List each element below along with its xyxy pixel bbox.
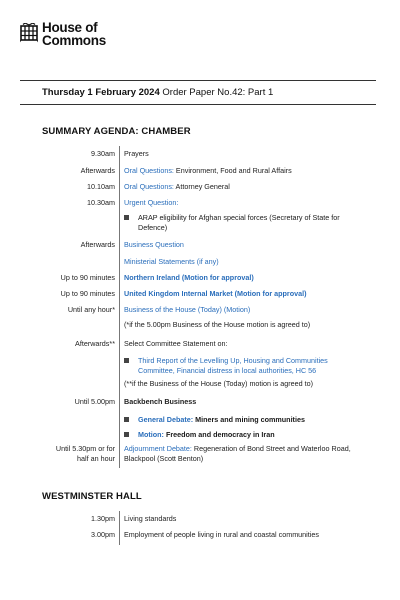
business-question-link[interactable]: Business Question xyxy=(124,240,184,249)
agenda-time: 9.30am xyxy=(91,149,115,158)
logo-text xyxy=(42,22,106,47)
northern-ireland-motion-link[interactable]: Northern Ireland (Motion for approval) xyxy=(124,273,254,282)
agenda-time: 10.30am xyxy=(87,198,115,207)
agenda-text xyxy=(124,444,359,464)
agenda-detail: Regeneration of Bond Street and Waterloo Road, Blackpool (Scott Benton) xyxy=(124,444,351,463)
agenda-time-line-1: Until 5.30pm or for xyxy=(55,444,115,453)
top-divider xyxy=(20,80,376,81)
bullet-text xyxy=(138,430,358,440)
agenda-time: Until 5.00pm xyxy=(74,397,115,406)
bullet-detail: Freedom and democracy in Iran xyxy=(163,430,275,439)
portcullis-icon xyxy=(20,23,38,43)
agenda-time-line-2: half an hour xyxy=(77,454,115,463)
agenda-time: 10.10am xyxy=(87,182,115,191)
agenda-time: Afterwards** xyxy=(75,339,115,348)
ministerial-statements-link[interactable]: Ministerial Statements (if any) xyxy=(124,257,219,266)
bullet-detail: Miners and mining communities xyxy=(193,415,305,424)
logo-line-2: Commons xyxy=(42,32,106,48)
agenda-time xyxy=(25,444,115,464)
agenda-note: (**if the Business of the House (Today) motion is agreed to) xyxy=(124,379,313,388)
agenda-text: Prayers xyxy=(124,149,149,158)
agenda-detail: Attorney General xyxy=(173,182,230,191)
order-paper-title xyxy=(42,87,273,98)
agenda-text xyxy=(124,182,359,192)
oral-questions-link[interactable]: Oral Questions: xyxy=(124,166,174,175)
bullet-square-icon xyxy=(124,215,129,220)
title-date: Thursday 1 February 2024 xyxy=(42,87,160,98)
bullet-square-icon xyxy=(124,417,129,422)
chamber-timeline-divider xyxy=(119,146,120,468)
agenda-time: Afterwards xyxy=(80,166,115,175)
levelling-up-report-link[interactable]: Third Report of the Levelling Up, Housing and Communities Committee, Financial distress in local authorities, HC 56 xyxy=(138,356,328,375)
adjournment-debate-link[interactable]: Adjournment Debate: xyxy=(124,444,192,453)
bullet-square-icon xyxy=(124,358,129,363)
agenda-detail: Environment, Food and Rural Affairs xyxy=(173,166,292,175)
agenda-text xyxy=(124,166,359,176)
business-of-the-house-link[interactable]: Business of the House (Today) (Motion) xyxy=(124,305,251,314)
oral-questions-link[interactable]: Oral Questions: xyxy=(124,182,174,191)
agenda-text: Living standards xyxy=(124,514,177,523)
title-divider xyxy=(20,104,376,105)
bullet-text xyxy=(138,415,358,425)
agenda-text: Backbench Business xyxy=(124,397,197,406)
agenda-time: Until any hour* xyxy=(67,305,115,314)
motion-link[interactable]: Motion: xyxy=(138,430,164,439)
bullet-square-icon xyxy=(124,432,129,437)
title-rest: Order Paper No.42: Part 1 xyxy=(159,87,274,98)
agenda-time: Up to 90 minutes xyxy=(60,289,115,298)
chamber-heading: SUMMARY AGENDA: CHAMBER xyxy=(42,126,191,137)
agenda-note: (*if the 5.00pm Business of the House motion is agreed to) xyxy=(124,320,311,329)
uk-internal-market-motion-link[interactable]: United Kingdom Internal Market (Motion for approval) xyxy=(124,289,307,298)
agenda-time: Up to 90 minutes xyxy=(60,273,115,282)
westminster-hall-heading: WESTMINSTER HALL xyxy=(42,491,142,502)
agenda-time: Afterwards xyxy=(80,240,115,249)
agenda-text: Select Committee Statement on: xyxy=(124,339,228,348)
agenda-text: Employment of people living in rural and coastal communities xyxy=(124,530,319,539)
general-debate-link[interactable]: General Debate: xyxy=(138,415,194,424)
bullet-text: ARAP eligibility for Afghan special forces (Secretary of State for Defence) xyxy=(138,213,340,232)
logo-line-1: House of xyxy=(42,20,98,35)
agenda-time: 3.00pm xyxy=(91,530,115,539)
westminster-timeline-divider xyxy=(119,511,120,545)
agenda-time: 1.30pm xyxy=(91,514,115,523)
urgent-question-link[interactable]: Urgent Question: xyxy=(124,198,179,207)
house-of-commons-logo xyxy=(20,22,106,47)
